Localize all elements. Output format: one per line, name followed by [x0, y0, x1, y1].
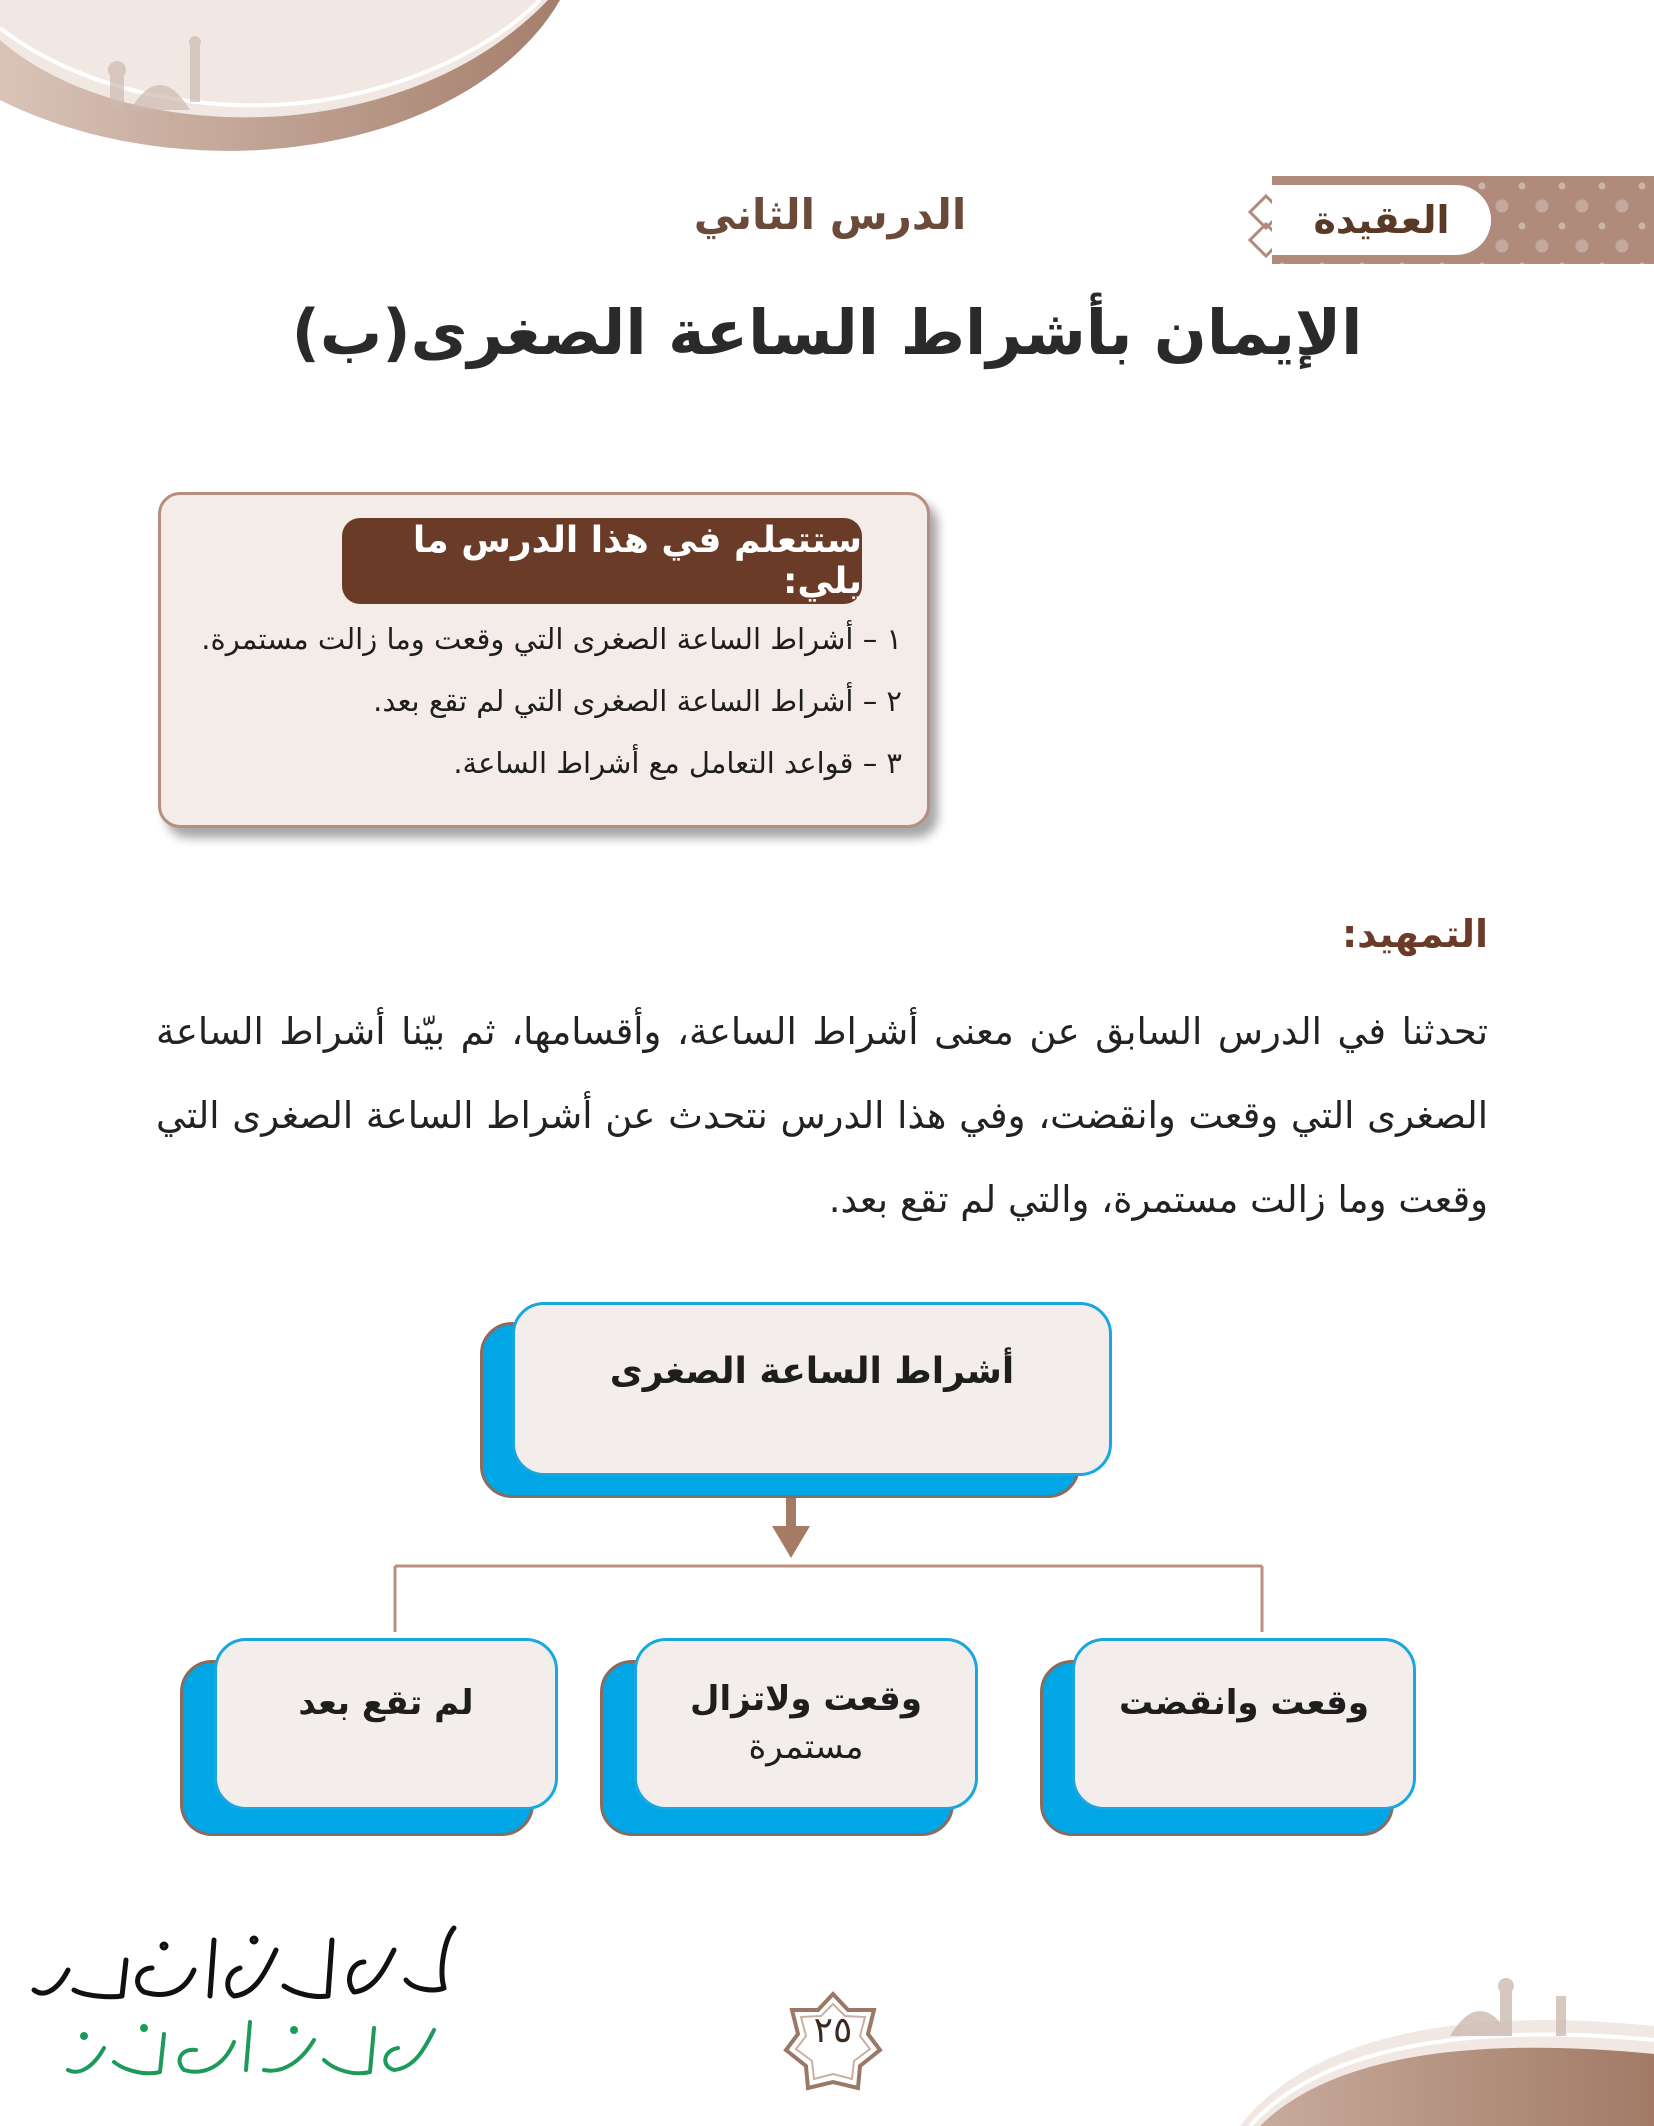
child-node-label: لم تقع بعد — [298, 1683, 474, 1723]
diagram-connectors — [380, 1490, 1280, 1640]
lesson-title: الإيمان بأشراط الساعة الصغرى(ب) — [291, 296, 1363, 369]
bottom-right-ornament — [1200, 1966, 1654, 2126]
lesson-number: الدرس الثاني — [693, 190, 967, 239]
objective-item: ١ – أشراط الساعة الصغرى التي وقعت وما زالت مستمرة. — [201, 622, 902, 656]
intro-heading: التمهيد: — [1341, 912, 1488, 956]
child-node-occurred-ended — [1072, 1638, 1416, 1810]
root-node — [512, 1302, 1112, 1476]
top-left-ornament — [0, 0, 560, 160]
child-node-label: وقعت ولاتزال — [690, 1679, 922, 1719]
child-node-ongoing — [634, 1638, 978, 1810]
root-node-label: أشراط الساعة الصغرى — [609, 1351, 1015, 1392]
child-node-not-yet — [214, 1638, 558, 1810]
page-number: ٢٥ — [813, 2010, 853, 2051]
objective-item: ٢ – أشراط الساعة الصغرى التي لم تقع بعد. — [373, 684, 902, 718]
child-node-label-second-line: مستمرة — [748, 1727, 864, 1767]
objective-item: ٣ – قواعد التعامل مع أشراط الساعة. — [453, 746, 902, 780]
child-node-label: وقعت وانقضت — [1119, 1683, 1369, 1723]
subject-label: العقيدة — [1272, 182, 1494, 258]
objectives-heading: ستتعلم في هذا الدرس ما يلي: — [342, 518, 862, 604]
handwritten-signature — [14, 1910, 484, 2100]
intro-paragraph: تحدثنا في الدرس السابق عن معنى أشراط الساعة، وأقسامها، ثم بيّنا أشراط الساعة الصغرى التي وقعت وانقضت، وفي هذا الدرس نتحدث عن أشراط الساعة الصغرى التي وقعت وما زالت مستمرة، والتي لم تقع بعد. — [156, 1010, 1488, 1221]
